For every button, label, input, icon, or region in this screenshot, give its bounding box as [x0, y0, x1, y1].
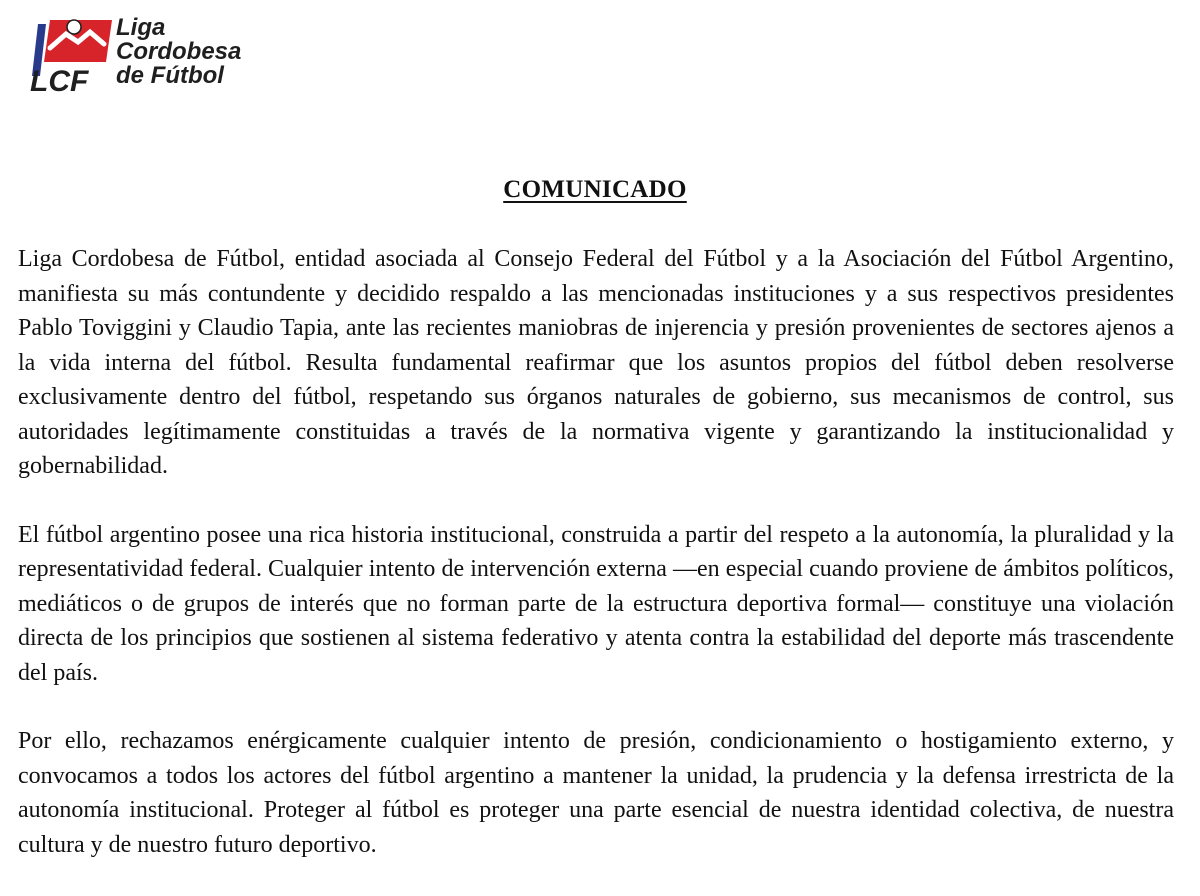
logo-line-3: de Fútbol [116, 62, 224, 89]
logo-ball [67, 20, 81, 34]
logo-monogram: LCF [30, 65, 89, 94]
paragraph-2: El fútbol argentino posee una rica historia institucional, construida a partir del respeto a la autonomía, la pluralidad y la representatividad federal. Cualquier intento de intervención externa —en especial cuando proviene de ámbitos políticos, mediáticos o de grupos de interés que no forman parte de la estructura deportiva formal— constituye una violación directa de los principios que sostienen al sistema federativo y atenta contra la estabilidad del deporte más trascendente del país. [18, 521, 1174, 686]
liga-cordobesa-logo [28, 14, 278, 96]
document-body [18, 242, 1174, 896]
document-title: COMUNICADO [503, 176, 687, 203]
football-player-icon [28, 14, 124, 94]
logo-line-2: Cordobesa [116, 38, 242, 65]
paragraph-1: Liga Cordobesa de Fútbol, entidad asociada al Consejo Federal del Fútbol y a la Asociación del Fútbol Argentino, manifiesta su más contundente y decidido respaldo a las mencionadas instituciones y a sus respectivos presidentes Pablo Toviggini y Claudio Tapia, ante las recientes maniobras de injerencia y presión provenientes de sectores ajenos a la vida interna del fútbol. Resulta fundamental reafirmar que los asuntos propios del fútbol deben resolverse exclusivamente dentro del fútbol, respetando sus órganos naturales de gobierno, sus mecanismos de control, sus autoridades legítimamente constituidas a través de la normativa vigente y garantizando la institucionalidad y gobernabilidad. [18, 246, 1174, 479]
logo-line-1: Liga [116, 14, 166, 41]
paragraph-3: Por ello, rechazamos enérgicamente cualquier intento de presión, condicionamiento o hostigamiento externo, y convocamos a todos los actores del fútbol argentino a mantener la unidad, la prudencia y la defensa irrestricta de la autonomía institucional. Proteger al fútbol es proteger una parte esencial de nuestra identidad colectiva, de nuestra cultura y de nuestro futuro deportivo. [18, 728, 1174, 858]
logo-wordmark [116, 16, 241, 88]
